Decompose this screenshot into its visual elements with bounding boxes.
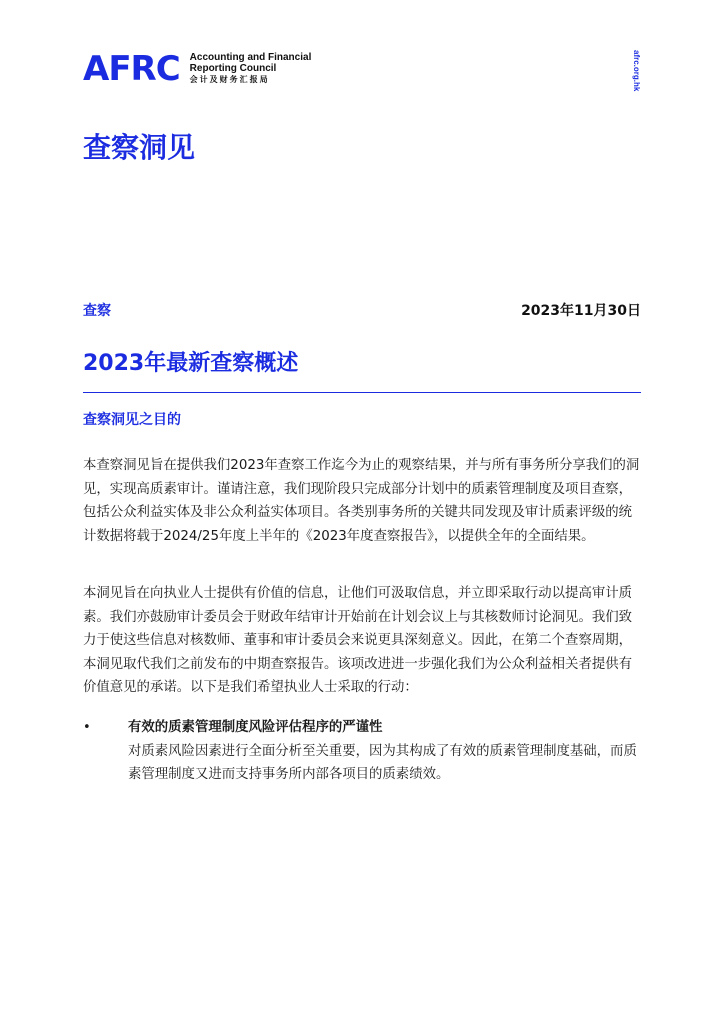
afrc-logo[interactable] xyxy=(83,48,312,89)
logo-wordmark xyxy=(190,52,312,85)
section-heading: 查察洞见之目的 xyxy=(83,412,181,428)
website-url[interactable]: afrc.org.hk xyxy=(632,50,641,92)
bullet-body xyxy=(128,716,641,787)
publication-date: 2023年11月30日 xyxy=(521,303,641,319)
meta-row xyxy=(83,302,641,320)
logo-name-zh: 会计及财务汇报局 xyxy=(189,75,270,84)
paragraph-purpose: 本查察洞见旨在提供我们2023年查察工作迄今为止的观察结果，并与所有事务所分享我们的洞见，实现高质素审计。谨请注意，我们现阶段只完成部分计划中的质素管理制度及项目查察，包括公众利益实体及非公众利益实体项目。各类别事务所的关键共同发现及审计质素评级的统计数据将载于2024/25年度上半年的《2023年度查察报告》，以提供全年的全面结果。 xyxy=(83,458,640,544)
document-category: 查察 xyxy=(83,303,111,319)
title-divider xyxy=(83,392,641,393)
logo-name-en-line2: Reporting Council xyxy=(189,63,277,74)
bullet-text: 对质素风险因素进行全面分析至关重要，因为其构成了有效的质素管理制度基础，而质素管理制度又进而支持事务所内部各项目的质素绩效。 xyxy=(128,743,637,782)
logo-name-en-line1: Accounting and Financial xyxy=(189,52,312,63)
page-title: 2023年最新查察概述 xyxy=(83,351,299,376)
bullet-title: 有效的质素管理制度风险评估程序的严谨性 xyxy=(128,720,383,735)
logo-mark: AFRC xyxy=(83,48,180,89)
document-type-title: 查察洞见 xyxy=(83,131,196,164)
paragraph-value: 本洞见旨在向执业人士提供有价值的信息，让他们可汲取信息，并立即采取行动以提高审计质素。我们亦鼓励审计委员会于财政年结审计开始前在计划会议上与其核数师讨论洞见。我们致力于使这些信息对核数师、董事和审计委员会来说更具深刻意义。因此，在第二个查察周期，本洞见取代我们之前发布的中期查察报告。该项改进进一步强化我们为公众利益相关者提供有价值意见的承诺。以下是我们希望执业人士采取的行动： xyxy=(83,586,633,695)
bullet-item xyxy=(83,716,641,787)
bullet-marker: • xyxy=(83,720,91,735)
